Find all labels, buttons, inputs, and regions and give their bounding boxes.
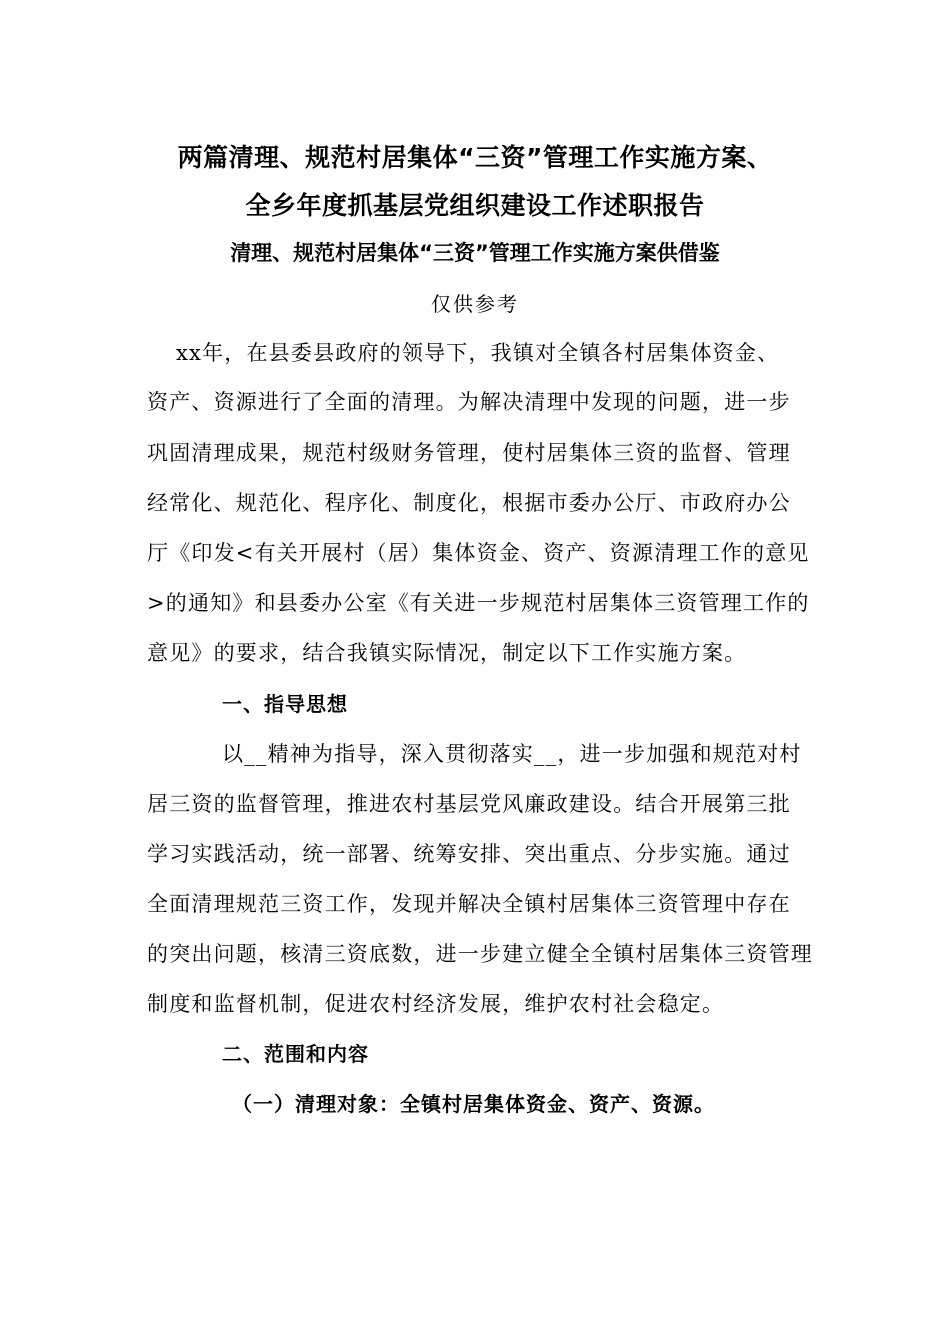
intro-line: >的通知》和县委办公室《有关进一步规范村居集体三资管理工作的 — [147, 591, 810, 615]
reference-note: 仅供参考 — [431, 292, 519, 316]
section-heading-guiding-thought: 一、指导思想 — [222, 692, 348, 716]
section1-line: 制度和监督机制，促进农村经济发展，维护农村社会稳定。 — [147, 992, 725, 1016]
section-heading-scope: 二、范围和内容 — [222, 1042, 369, 1066]
intro-line: xx年，在县委县政府的领导下，我镇对全镇各村居集体资金、 — [176, 341, 780, 365]
intro-line: 巩固清理成果，规范村级财务管理，使村居集体三资的监督、管理 — [147, 441, 791, 465]
subsection-heading-clearing-target: （一）清理对象：全镇村居集体资金、资产、资源。 — [232, 1092, 715, 1116]
intro-line: 资产、资源进行了全面的清理。为解决清理中发现的问题，进一步 — [147, 390, 791, 414]
document-subtitle: 清理、规范村居集体“三资”管理工作实施方案供借鉴 — [230, 241, 720, 265]
intro-line: 厅《印发<有关开展村（居）集体资金、资产、资源清理工作的意见 — [147, 541, 810, 565]
section1-line: 学习实践活动，统一部署、统筹安排、突出重点、分步实施。通过 — [147, 842, 791, 866]
document-title-line-2: 全乡年度抓基层党组织建设工作述职报告 — [245, 191, 705, 220]
intro-line: 经常化、规范化、程序化、制度化，根据市委办公厅、市政府办公 — [147, 491, 791, 515]
section1-line: 的突出问题，核清三资底数，进一步建立健全全镇村居集体三资管理 — [147, 942, 813, 966]
document-title-line-1: 两篇清理、规范村居集体“三资”管理工作实施方案、 — [177, 143, 773, 172]
section1-line: 全面清理规范三资工作，发现并解决全镇村居集体三资管理中存在 — [147, 892, 791, 916]
intro-line: 意见》的要求，结合我镇实际情况，制定以下工作实施方案。 — [147, 641, 747, 665]
section1-line: 居三资的监督管理，推进农村基层党风廉政建设。结合开展第三批 — [147, 792, 791, 816]
section1-line: 以__精神为指导，深入贯彻落实__，进一步加强和规范对村 — [222, 742, 802, 766]
